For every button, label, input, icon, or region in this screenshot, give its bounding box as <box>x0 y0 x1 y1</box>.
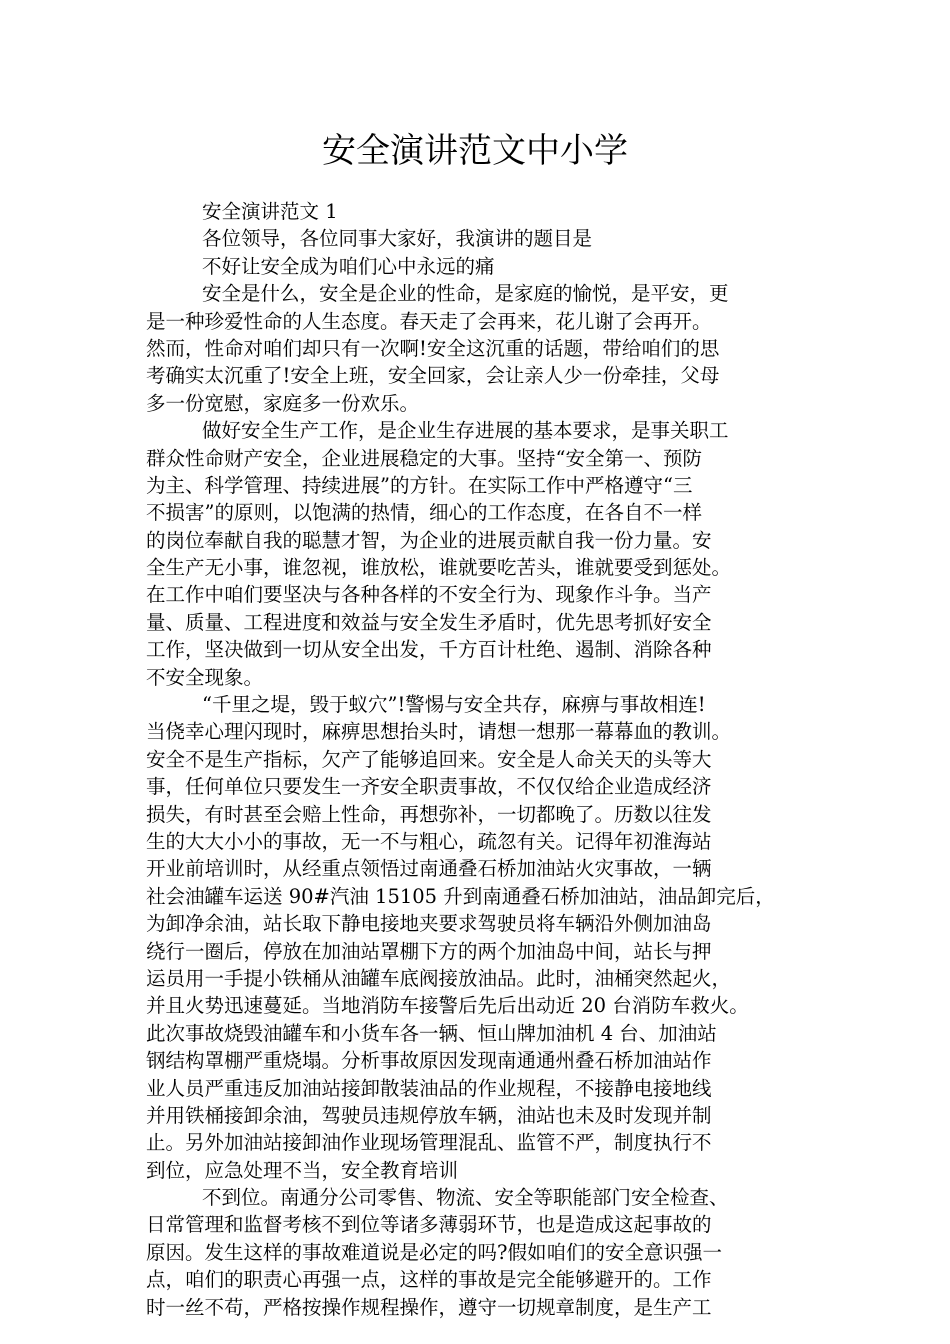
body-line: 社会油罐车运送 90#汽油 15105 升到南通叠石桥加油站，油品卸完后， <box>146 884 775 908</box>
body-line: 在工作中咱们要坚决与各种各样的不安全行为、现象作斗争。当产 <box>146 583 712 607</box>
body-line: 并用铁桶接卸余油，驾驶员违规停放车辆，油站也未及时发现并制 <box>146 1103 712 1127</box>
body-line: 为主、科学管理、持续进展”的方针。在实际工作中严格遵守“三 <box>146 473 693 497</box>
body-line: 事，任何单位只要发生一齐安全职责事故，不仅仅给企业造成经济 <box>146 775 712 799</box>
body-line: 安全不是生产指标，欠产了能够追回来。安全是人命关天的头等大 <box>146 747 712 771</box>
body-line: 当侥幸心理闪现时，麻痹思想抬头时，请想一想那一幕幕血的教训。 <box>146 720 732 744</box>
body-line: 原因。发生这样的事故难道说是必定的吗?假如咱们的安全意识强一 <box>146 1240 722 1264</box>
body-line: 不到位。南通分公司零售、物流、安全等职能部门安全检查、 <box>202 1186 729 1210</box>
body-line: 不好让安全成为咱们心中永远的痛 <box>202 254 495 278</box>
body-line: 做好安全生产工作，是企业生存进展的基本要求，是事关职工 <box>202 419 729 443</box>
body-line: 日常管理和监督考核不到位等诸多薄弱环节，也是造成这起事故的 <box>146 1213 712 1237</box>
document-body <box>146 198 822 1321</box>
body-line: 为卸净余油，站长取下静电接地夹要求驾驶员将车辆沿外侧加油岛 <box>146 912 712 936</box>
body-line: 到位，应急处理不当，安全教育培训 <box>146 1158 459 1182</box>
body-line: 安全是什么，安全是企业的性命，是家庭的愉悦，是平安，更 <box>202 282 729 306</box>
body-line: 群众性命财产安全，企业进展稳定的大事。坚持“安全第一、预防 <box>146 446 702 470</box>
body-line: 全生产无小事，谁忽视，谁放松，谁就要吃苦头，谁就要受到惩处。 <box>146 556 732 580</box>
body-line: 业人员严重违反加油站接卸散装油品的作业规程，不接静电接地线 <box>146 1076 712 1100</box>
body-line: 考确实太沉重了!安全上班，安全回家，会让亲人少一份牵挂，父母 <box>146 364 720 388</box>
body-line: 多一份宽慰，家庭多一份欢乐。 <box>146 391 420 415</box>
body-line: 各位领导，各位同事大家好，我演讲的题目是 <box>202 227 593 251</box>
body-line: 工作，坚决做到一切从安全出发，千方百计杜绝、遏制、消除各种 <box>146 638 712 662</box>
body-line: “千里之堤，毁于蚁穴”!警惕与安全共存，麻痹与事故相连! <box>202 693 706 717</box>
body-line: 运员用一手提小铁桶从油罐车底阀接放油品。此时，油桶突然起火， <box>146 966 732 990</box>
body-line: 安全演讲范文 1 <box>202 200 338 223</box>
body-line: 开业前培训时，从经重点领悟过南通叠石桥加油站火灾事故，一辆 <box>146 857 712 881</box>
body-line: 是一种珍爱性命的人生态度。春天走了会再来，花儿谢了会再开。 <box>146 309 712 333</box>
body-line: 量、质量、工程进度和效益与安全发生矛盾时，优先思考抓好安全 <box>146 610 712 634</box>
body-line: 不安全现象。 <box>146 665 264 689</box>
body-line: 不损害”的原则，以饱满的热情，细心的工作态度，在各自不一样 <box>146 501 702 525</box>
body-line: 时一丝不苟，严格按操作规程操作，遵守一切规章制度，是生产工 <box>146 1295 712 1319</box>
body-line: 并且火势迅速蔓延。当地消防车接警后先后出动近 20 台消防车救火。 <box>146 994 749 1018</box>
body-line: 然而，性命对咱们却只有一次啊!安全这沉重的话题，带给咱们的思 <box>146 336 720 360</box>
body-line: 损失，有时甚至会赔上性命，再想弥补，一切都晚了。历数以往发 <box>146 802 712 826</box>
page-title: 安全演讲范文中小学 <box>322 131 628 171</box>
body-line: 钢结构罩棚严重烧塌。分析事故原因发现南通通州叠石桥加油站作 <box>146 1049 712 1073</box>
body-line: 生的大大小小的事故，无一不与粗心，疏忽有关。记得年初淮海站 <box>146 829 712 853</box>
body-line: 的岗位奉献自我的聪慧才智，为企业的进展贡献自我一份力量。安 <box>146 528 712 552</box>
body-line: 止。另外加油站接卸油作业现场管理混乱、监管不严，制度执行不 <box>146 1131 712 1155</box>
body-line: 此次事故烧毁油罐车和小货车各一辆、恒山牌加油机 4 台、加油站 <box>146 1021 717 1045</box>
body-line: 点，咱们的职责心再强一点，这样的事故是完全能够避开的。工作 <box>146 1268 712 1292</box>
body-line: 绕行一圈后，停放在加油站罩棚下方的两个加油岛中间，站长与押 <box>146 939 712 963</box>
